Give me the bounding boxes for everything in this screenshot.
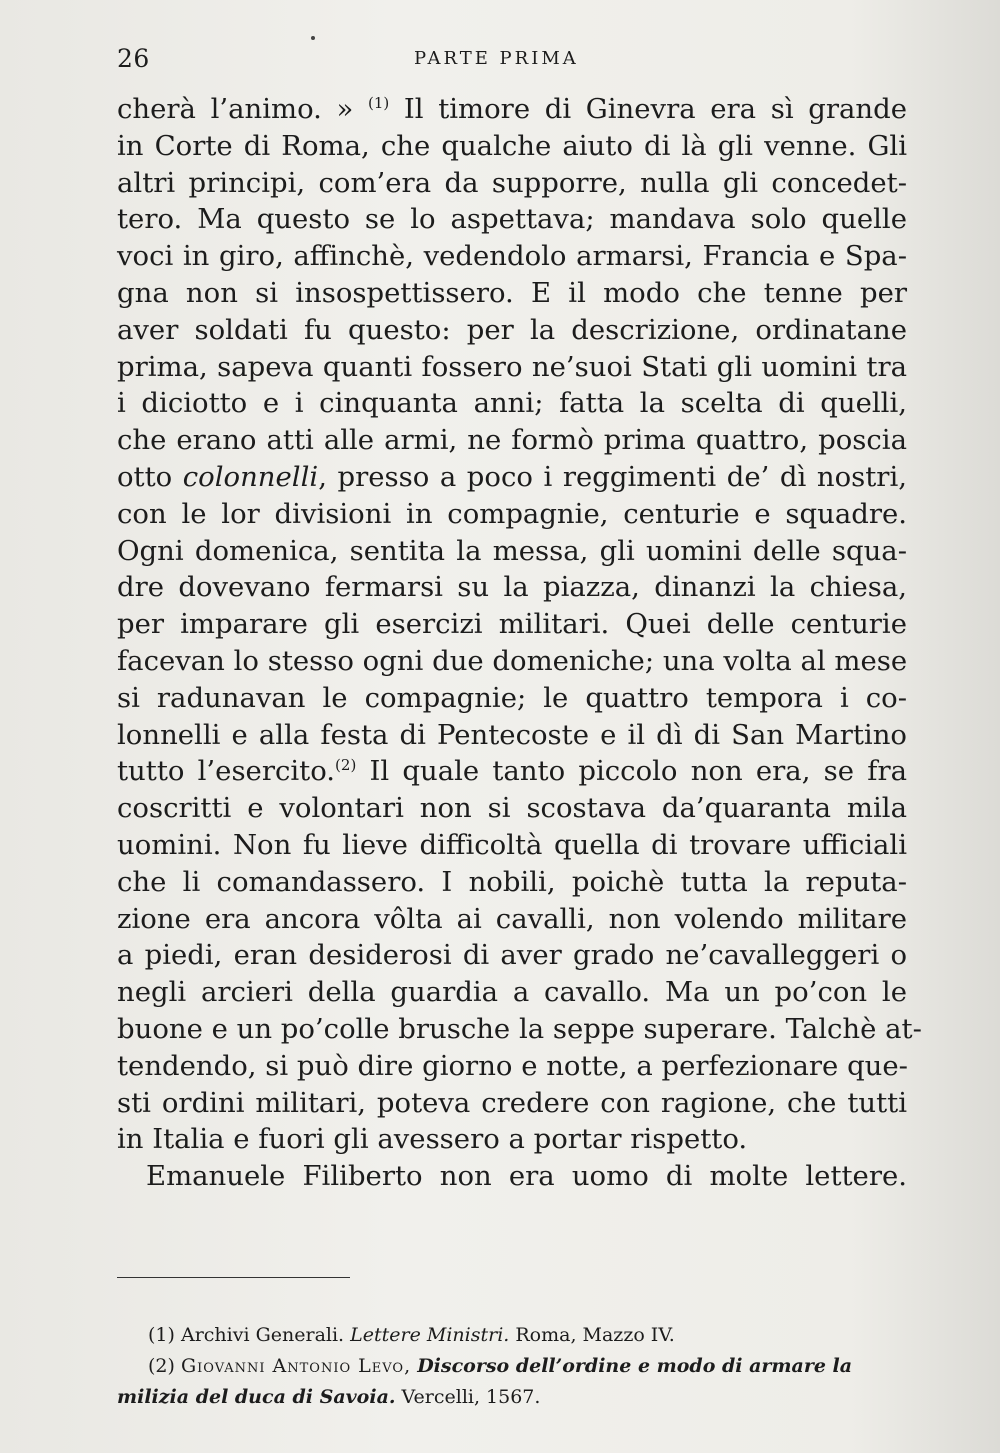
text-line: tendendo, si può dire giorno e notte, a perfezionare que- [117, 1049, 908, 1082]
footnote-number: (2) [148, 1355, 175, 1377]
print-speck [311, 36, 315, 40]
text-line-paragraph-end: in Italia e fuori gli avessero a portar rispetto. [117, 1123, 748, 1156]
footnote-divider [117, 1277, 350, 1278]
text-line: coscritti e volontari non si scostava da’quaranta mila [117, 792, 907, 825]
running-head: PARTE PRIMA [414, 48, 579, 69]
footnotes [117, 1320, 907, 1413]
footnote-author: Giovanni Antonio Levo, [180, 1355, 412, 1377]
text-line: per imparare gli esercizi militari. Quei delle centurie [117, 608, 907, 641]
text-line: con le lor divisioni in compagnie, centurie e squadre. [117, 497, 907, 530]
text-line: in Corte di Roma, che qualche aiuto di là gli venne. Gli [117, 129, 907, 162]
page-number: 26 [117, 44, 150, 73]
text-line: Ogni domenica, sentita la messa, gli uomini delle squa- [117, 534, 907, 567]
footnote-number: (1) [148, 1324, 175, 1346]
text-line: i diciotto e i cinquanta anni; fatta la scelta di quelli, [117, 387, 907, 420]
footnote-title: Discorso dell’ordine e modo di armare la [417, 1355, 853, 1377]
footnote-reference[interactable]: (1) [368, 93, 390, 112]
text-line: si radunavan le compagnie; le quattro tempora i co- [117, 681, 907, 714]
footnote-1: (1) Archivi Generali. Lettere Ministri. Roma, Mazzo IV. [117, 1320, 907, 1351]
text-line: zione era ancora vôlta ai cavalli, non volendo militare [117, 902, 907, 935]
body-text [117, 91, 922, 1195]
italic-term: colonnelli [182, 460, 319, 493]
footnote-2-continued: milizia del duca di Savoia. Vercelli, 1567. [117, 1386, 541, 1408]
text-line: voci in giro, affinchè, vedendolo armarsi, Francia e Spa- [117, 240, 907, 273]
text-line: che erano atti alle armi, ne formò prima quattro, poscia [117, 424, 907, 457]
text-line: gna non si insospettissero. E il modo che tenne per [117, 276, 907, 309]
text-line-paragraph-start: Emanuele Filiberto non era uomo di molte lettere. [146, 1160, 907, 1193]
text-line: a piedi, eran desiderosi di aver grado ne’cavalleggeri o [117, 939, 907, 972]
text-line: facevan lo stesso ogni due domeniche; una volta al mese [117, 644, 908, 677]
text-line: uomini. Non fu lieve difficoltà quella di trovare ufficiali [117, 828, 907, 861]
footnote-reference[interactable]: (2) [335, 756, 357, 775]
text-line: cherà l’animo. » $^{(1)}$ Il timore di Ginevra era sì grande [117, 93, 907, 125]
text-line: tutto l’esercito.$^{(2)}$ Il quale tanto piccolo non era, se fra [117, 755, 907, 788]
text-line: otto colonnelli, presso a poco i reggimenti de’ dì nostri, [117, 460, 907, 493]
text-line: prima, sapeva quanti fossero ne’suoi Stati gli uomini tra [117, 350, 907, 383]
text-line: buone e un po’colle brusche la seppe superare. Talchè at- [117, 1012, 922, 1045]
text-line: tero. Ma questo se lo aspettava; mandava solo quelle [117, 203, 907, 236]
text-line: aver soldati fu questo: per la descrizione, ordinatane [117, 313, 907, 346]
text-line: negli arcieri della guardia a cavallo. Ma un po’con le [117, 976, 907, 1009]
footnote-2 [117, 1351, 907, 1382]
text-line: che li comandassero. I nobili, poichè tutta la reputa- [117, 865, 907, 898]
text-line: lonnelli e alla festa di Pentecoste e il dì di San Martino [117, 718, 907, 751]
text-line: altri principi, com’era da supporre, nulla gli concedet- [117, 166, 907, 199]
text-line: dre dovevano fermarsi su la piazza, dinanzi la chiesa, [117, 571, 907, 604]
text-line: sti ordini militari, poteva credere con ragione, che tutti [117, 1086, 907, 1119]
